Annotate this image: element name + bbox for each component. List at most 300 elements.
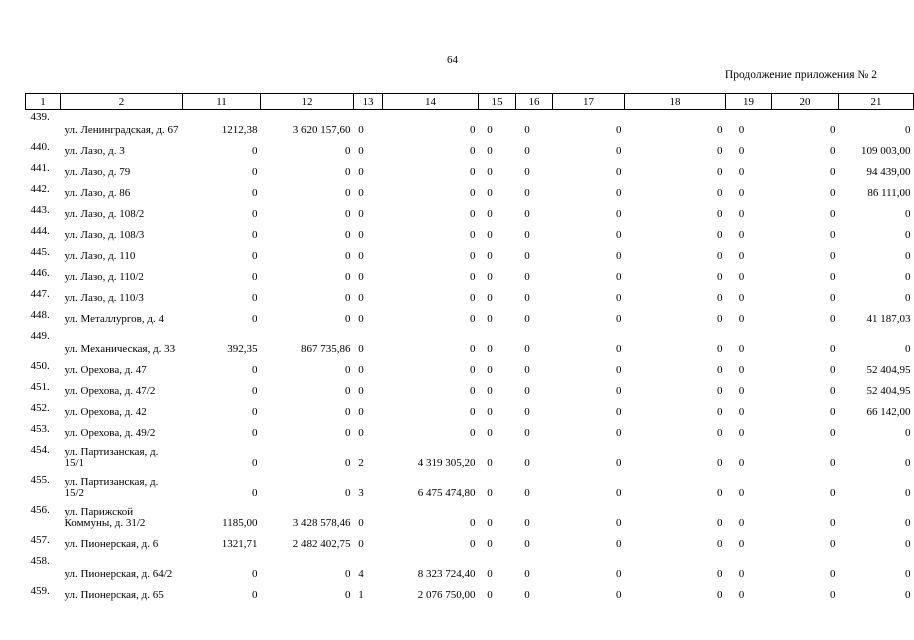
value-cell-17: 0 <box>616 516 622 529</box>
table-row <box>26 182 914 203</box>
value-cell-13: 0 <box>358 405 364 418</box>
value-cell-11: 0 <box>252 588 258 601</box>
value-cell-14: 0 <box>470 537 476 550</box>
value-cell-18: 0 <box>717 405 723 418</box>
value-cell-16: 0 <box>524 384 530 397</box>
value-cell-14: 0 <box>470 426 476 439</box>
value-cell-14: 0 <box>470 384 476 397</box>
value-cell-13: 0 <box>358 186 364 199</box>
value-cell-17: 0 <box>616 228 622 241</box>
value-cell-12: 0 <box>345 426 351 439</box>
value-cell-19: 0 <box>738 165 745 178</box>
value-cell-20: 0 <box>830 567 836 580</box>
row-number: 441. <box>30 161 50 174</box>
value-cell-19: 0 <box>738 228 745 241</box>
row-number: 454. <box>30 443 50 456</box>
value-cell-16: 0 <box>524 363 530 376</box>
header-cell: 20 <box>772 94 839 110</box>
value-cell-17: 0 <box>616 486 622 499</box>
address-cell: ул. Ленинградская, д. 67 <box>64 123 179 136</box>
table-row <box>26 473 914 503</box>
value-cell-12: 0 <box>345 207 351 220</box>
value-cell-12: 2 482 402,75 <box>292 537 351 550</box>
row-number: 444. <box>30 224 50 237</box>
value-cell-19: 0 <box>738 537 745 550</box>
value-cell-16: 0 <box>524 342 530 355</box>
value-cell-17: 0 <box>616 588 622 601</box>
address-cell: ул. Орехова, д. 47 <box>64 363 147 376</box>
value-cell-17: 0 <box>616 363 622 376</box>
value-cell-20: 0 <box>830 384 836 397</box>
address-cell: ул. Лазо, д. 110 <box>64 249 136 262</box>
value-cell-14: 0 <box>470 270 476 283</box>
value-cell-17: 0 <box>616 456 622 469</box>
value-cell-11: 0 <box>252 207 258 220</box>
address-cell: ул. Металлургов, д. 4 <box>64 312 164 325</box>
value-cell-17: 0 <box>616 123 622 136</box>
header-cell: 14 <box>383 94 479 110</box>
value-cell-16: 0 <box>524 588 530 601</box>
value-cell-15: 0 <box>487 342 493 355</box>
header-cell: 17 <box>553 94 625 110</box>
value-cell-14: 0 <box>470 516 476 529</box>
value-cell-16: 0 <box>524 249 530 262</box>
value-cell-11: 0 <box>252 405 258 418</box>
address-cell: ул. Лазо, д. 110/2 <box>64 270 144 283</box>
value-cell-18: 0 <box>717 165 723 178</box>
row-number: 440. <box>30 140 50 153</box>
value-cell-13: 0 <box>358 291 364 304</box>
value-cell-12: 0 <box>345 165 351 178</box>
value-cell-16: 0 <box>524 567 530 580</box>
value-cell-15: 0 <box>487 144 493 157</box>
value-cell-19: 0 <box>738 207 745 220</box>
value-cell-12: 0 <box>345 186 351 199</box>
value-cell-11: 0 <box>252 426 258 439</box>
value-cell-11: 0 <box>252 165 258 178</box>
header-cell: 21 <box>839 94 914 110</box>
value-cell-20: 0 <box>830 312 836 325</box>
table-row <box>26 329 914 359</box>
table-row <box>26 359 914 380</box>
value-cell-18: 0 <box>717 249 723 262</box>
value-cell-15: 0 <box>487 456 493 469</box>
value-cell-15: 0 <box>487 426 493 439</box>
value-cell-18: 0 <box>717 291 723 304</box>
value-cell-14: 0 <box>470 291 476 304</box>
value-cell-17: 0 <box>616 165 622 178</box>
value-cell-21: 0 <box>905 588 911 601</box>
value-cell-17: 0 <box>616 342 622 355</box>
value-cell-18: 0 <box>717 363 723 376</box>
address-cell: ул. Орехова, д. 49/2 <box>64 426 156 439</box>
header-row <box>26 94 914 110</box>
value-cell-12: 0 <box>345 384 351 397</box>
value-cell-19: 0 <box>738 405 745 418</box>
value-cell-21: 66 142,00 <box>866 405 911 418</box>
value-cell-16: 0 <box>524 516 530 529</box>
row-number: 446. <box>30 266 50 279</box>
value-cell-20: 0 <box>830 186 836 199</box>
value-cell-20: 0 <box>830 291 836 304</box>
value-cell-18: 0 <box>717 186 723 199</box>
value-cell-15: 0 <box>487 186 493 199</box>
value-cell-19: 0 <box>738 456 745 469</box>
value-cell-16: 0 <box>524 228 530 241</box>
value-cell-13: 0 <box>358 228 364 241</box>
value-cell-15: 0 <box>487 207 493 220</box>
value-cell-17: 0 <box>616 312 622 325</box>
value-cell-16: 0 <box>524 486 530 499</box>
value-cell-21: 0 <box>905 342 911 355</box>
address-cell: ул. Лазо, д. 108/3 <box>64 228 145 241</box>
value-cell-14: 0 <box>470 405 476 418</box>
value-cell-17: 0 <box>616 207 622 220</box>
value-cell-17: 0 <box>616 405 622 418</box>
value-cell-15: 0 <box>487 270 493 283</box>
value-cell-11: 1321,71 <box>221 537 258 550</box>
value-cell-14: 0 <box>470 342 476 355</box>
value-cell-14: 0 <box>470 186 476 199</box>
value-cell-21: 0 <box>905 486 911 499</box>
value-cell-14: 0 <box>470 207 476 220</box>
table-row <box>26 533 914 554</box>
address-cell: ул. Орехова, д. 42 <box>64 405 147 418</box>
value-cell-21: 0 <box>905 516 911 529</box>
address-cell: ул. Лазо, д. 79 <box>64 165 131 178</box>
value-cell-15: 0 <box>487 567 493 580</box>
value-cell-14: 4 319 305,20 <box>417 456 476 469</box>
row-number: 456. <box>30 503 50 516</box>
value-cell-19: 0 <box>738 312 745 325</box>
value-cell-14: 0 <box>470 249 476 262</box>
value-cell-16: 0 <box>524 270 530 283</box>
value-cell-13: 0 <box>358 123 364 136</box>
value-cell-16: 0 <box>524 144 530 157</box>
row-number: 448. <box>30 308 50 321</box>
value-cell-16: 0 <box>524 186 530 199</box>
header-cell: 19 <box>726 94 772 110</box>
table-row <box>26 503 914 533</box>
table-row <box>26 380 914 401</box>
row-number: 442. <box>30 182 50 195</box>
header-cell: 11 <box>183 94 261 110</box>
address-cell: ул. Пионерская, д. 6 <box>64 537 159 550</box>
value-cell-18: 0 <box>717 312 723 325</box>
value-cell-18: 0 <box>717 207 723 220</box>
value-cell-13: 0 <box>358 516 364 529</box>
value-cell-21: 0 <box>905 567 911 580</box>
value-cell-21: 109 003,00 <box>861 144 911 157</box>
value-cell-12: 3 428 578,46 <box>292 516 351 529</box>
value-cell-14: 0 <box>470 363 476 376</box>
address-cell: ул. Партизанская, д. 15/1 <box>64 445 159 469</box>
value-cell-11: 1212,38 <box>221 123 258 136</box>
value-cell-13: 0 <box>358 249 364 262</box>
row-number: 445. <box>30 245 50 258</box>
value-cell-19: 0 <box>738 516 745 529</box>
value-cell-12: 0 <box>345 405 351 418</box>
value-cell-20: 0 <box>830 363 836 376</box>
value-cell-12: 0 <box>345 567 351 580</box>
table-body <box>26 110 914 605</box>
value-cell-21: 52 404,95 <box>866 384 911 397</box>
value-cell-19: 0 <box>738 567 745 580</box>
continuation-label: Продолжение приложения № 2 <box>724 69 877 81</box>
value-cell-21: 86 111,00 <box>867 186 911 199</box>
row-number: 457. <box>30 533 50 546</box>
value-cell-16: 0 <box>524 405 530 418</box>
value-cell-19: 0 <box>738 342 745 355</box>
value-cell-20: 0 <box>830 270 836 283</box>
value-cell-14: 0 <box>470 228 476 241</box>
value-cell-19: 0 <box>738 486 745 499</box>
value-cell-13: 0 <box>358 207 364 220</box>
table-row <box>26 443 914 473</box>
row-number: 451. <box>30 380 50 393</box>
value-cell-16: 0 <box>524 456 530 469</box>
address-cell: ул. Пионерская, д. 64/2 <box>64 567 173 580</box>
row-number: 439. <box>30 111 50 123</box>
value-cell-12: 0 <box>345 291 351 304</box>
value-cell-12: 3 620 157,60 <box>292 123 351 136</box>
address-cell: ул. Лазо, д. 3 <box>64 144 125 157</box>
value-cell-18: 0 <box>717 228 723 241</box>
value-cell-19: 0 <box>738 123 745 136</box>
value-cell-20: 0 <box>830 426 836 439</box>
value-cell-16: 0 <box>524 291 530 304</box>
address-cell: ул. Партизанская, д. 15/2 <box>64 475 159 499</box>
value-cell-12: 867 735,86 <box>301 342 351 355</box>
value-cell-13: 3 <box>358 486 364 499</box>
value-cell-12: 0 <box>345 312 351 325</box>
value-cell-11: 0 <box>252 186 258 199</box>
value-cell-18: 0 <box>717 486 723 499</box>
header-cell: 18 <box>625 94 726 110</box>
row-number: 458. <box>30 554 50 567</box>
value-cell-11: 0 <box>252 312 258 325</box>
table-row <box>26 224 914 245</box>
address-cell: ул. Пионерская, д. 65 <box>64 588 164 601</box>
value-cell-16: 0 <box>524 426 530 439</box>
value-cell-19: 0 <box>738 291 745 304</box>
value-cell-13: 4 <box>358 567 364 580</box>
value-cell-18: 0 <box>717 588 723 601</box>
table-row <box>26 422 914 443</box>
value-cell-13: 0 <box>358 270 364 283</box>
header-cell: 1 <box>26 94 61 110</box>
value-cell-19: 0 <box>738 426 745 439</box>
value-cell-20: 0 <box>830 537 836 550</box>
header-cell: 16 <box>516 94 553 110</box>
value-cell-11: 0 <box>252 567 258 580</box>
value-cell-11: 0 <box>252 249 258 262</box>
row-number: 459. <box>30 584 50 597</box>
value-cell-18: 0 <box>717 516 723 529</box>
value-cell-15: 0 <box>487 516 493 529</box>
row-number: 450. <box>30 359 50 372</box>
value-cell-17: 0 <box>616 270 622 283</box>
value-cell-15: 0 <box>487 291 493 304</box>
value-cell-21: 0 <box>905 426 911 439</box>
header-cell: 12 <box>261 94 354 110</box>
value-cell-21: 0 <box>905 456 911 469</box>
value-cell-15: 0 <box>487 486 493 499</box>
value-cell-13: 1 <box>358 588 364 601</box>
table-row <box>26 203 914 224</box>
header-cell: 13 <box>354 94 383 110</box>
value-cell-13: 2 <box>358 456 364 469</box>
value-cell-15: 0 <box>487 312 493 325</box>
value-cell-18: 0 <box>717 123 723 136</box>
value-cell-17: 0 <box>616 186 622 199</box>
value-cell-20: 0 <box>830 516 836 529</box>
value-cell-21: 0 <box>905 537 911 550</box>
row-number: 449. <box>30 329 50 342</box>
value-cell-19: 0 <box>738 270 745 283</box>
value-cell-18: 0 <box>717 426 723 439</box>
value-cell-17: 0 <box>616 567 622 580</box>
address-cell: ул. Парижской Коммуны, д. 31/2 <box>64 505 146 529</box>
value-cell-19: 0 <box>738 186 745 199</box>
value-cell-17: 0 <box>616 144 622 157</box>
value-cell-21: 0 <box>905 207 911 220</box>
table-row <box>26 308 914 329</box>
value-cell-13: 0 <box>358 342 364 355</box>
value-cell-14: 2 076 750,00 <box>417 588 476 601</box>
value-cell-17: 0 <box>616 537 622 550</box>
value-cell-20: 0 <box>830 249 836 262</box>
table-row <box>26 110 914 140</box>
address-cell: ул. Орехова, д. 47/2 <box>64 384 156 397</box>
value-cell-21: 0 <box>905 228 911 241</box>
value-cell-17: 0 <box>616 249 622 262</box>
value-cell-16: 0 <box>524 123 530 136</box>
value-cell-20: 0 <box>830 588 836 601</box>
value-cell-21: 0 <box>905 270 911 283</box>
row-number: 443. <box>30 203 50 216</box>
value-cell-13: 0 <box>358 312 364 325</box>
value-cell-15: 0 <box>487 165 493 178</box>
value-cell-20: 0 <box>830 123 836 136</box>
table-row <box>26 584 914 605</box>
value-cell-16: 0 <box>524 312 530 325</box>
value-cell-19: 0 <box>738 144 745 157</box>
value-cell-11: 0 <box>252 144 258 157</box>
table-row <box>26 287 914 308</box>
row-number: 452. <box>30 401 50 414</box>
value-cell-20: 0 <box>830 144 836 157</box>
value-cell-15: 0 <box>487 588 493 601</box>
row-number: 455. <box>30 473 50 486</box>
value-cell-15: 0 <box>487 384 493 397</box>
value-cell-13: 0 <box>358 384 364 397</box>
address-cell: ул. Механическая, д. 33 <box>64 342 176 355</box>
value-cell-18: 0 <box>717 567 723 580</box>
value-cell-13: 0 <box>358 426 364 439</box>
value-cell-20: 0 <box>830 207 836 220</box>
address-cell: ул. Лазо, д. 86 <box>64 186 131 199</box>
value-cell-11: 0 <box>252 270 258 283</box>
value-cell-18: 0 <box>717 144 723 157</box>
value-cell-18: 0 <box>717 384 723 397</box>
value-cell-15: 0 <box>487 249 493 262</box>
value-cell-15: 0 <box>487 228 493 241</box>
table-row <box>26 161 914 182</box>
value-cell-19: 0 <box>738 588 745 601</box>
value-cell-11: 0 <box>252 228 258 241</box>
value-cell-16: 0 <box>524 207 530 220</box>
value-cell-19: 0 <box>738 384 745 397</box>
table-row <box>26 554 914 584</box>
value-cell-20: 0 <box>830 342 836 355</box>
value-cell-14: 0 <box>470 123 476 136</box>
value-cell-11: 0 <box>252 384 258 397</box>
value-cell-18: 0 <box>717 270 723 283</box>
value-cell-21: 94 439,00 <box>866 165 911 178</box>
value-cell-12: 0 <box>345 249 351 262</box>
value-cell-14: 6 475 474,80 <box>417 486 476 499</box>
page-number: 64 <box>447 54 458 66</box>
address-cell: ул. Лазо, д. 108/2 <box>64 207 145 220</box>
table-row <box>26 266 914 287</box>
value-cell-12: 0 <box>345 270 351 283</box>
value-cell-16: 0 <box>524 537 530 550</box>
value-cell-15: 0 <box>487 537 493 550</box>
value-cell-12: 0 <box>345 456 351 469</box>
value-cell-20: 0 <box>830 228 836 241</box>
value-cell-12: 0 <box>345 228 351 241</box>
row-number: 447. <box>30 287 50 300</box>
value-cell-11: 0 <box>252 363 258 376</box>
table-row <box>26 140 914 161</box>
value-cell-17: 0 <box>616 384 622 397</box>
value-cell-15: 0 <box>487 123 493 136</box>
value-cell-21: 0 <box>905 249 911 262</box>
value-cell-12: 0 <box>345 144 351 157</box>
value-cell-18: 0 <box>717 342 723 355</box>
value-cell-11: 0 <box>252 486 258 499</box>
value-cell-11: 392,35 <box>227 342 258 355</box>
row-number: 453. <box>30 422 50 435</box>
value-cell-11: 0 <box>252 291 258 304</box>
value-cell-13: 0 <box>358 144 364 157</box>
value-cell-14: 0 <box>470 144 476 157</box>
value-cell-13: 0 <box>358 537 364 550</box>
value-cell-15: 0 <box>487 405 493 418</box>
value-cell-14: 0 <box>470 165 476 178</box>
value-cell-18: 0 <box>717 537 723 550</box>
value-cell-15: 0 <box>487 363 493 376</box>
value-cell-12: 0 <box>345 363 351 376</box>
address-cell: ул. Лазо, д. 110/3 <box>64 291 144 304</box>
value-cell-11: 1185,00 <box>222 516 258 529</box>
value-cell-11: 0 <box>252 456 258 469</box>
value-cell-19: 0 <box>738 363 745 376</box>
value-cell-20: 0 <box>830 456 836 469</box>
value-cell-12: 0 <box>345 588 351 601</box>
table-row <box>26 245 914 266</box>
data-table <box>25 93 914 605</box>
value-cell-13: 0 <box>358 363 364 376</box>
table-row <box>26 401 914 422</box>
value-cell-17: 0 <box>616 291 622 304</box>
value-cell-20: 0 <box>830 486 836 499</box>
value-cell-17: 0 <box>616 426 622 439</box>
value-cell-13: 0 <box>358 165 364 178</box>
value-cell-21: 0 <box>905 291 911 304</box>
header-cell: 15 <box>479 94 516 110</box>
